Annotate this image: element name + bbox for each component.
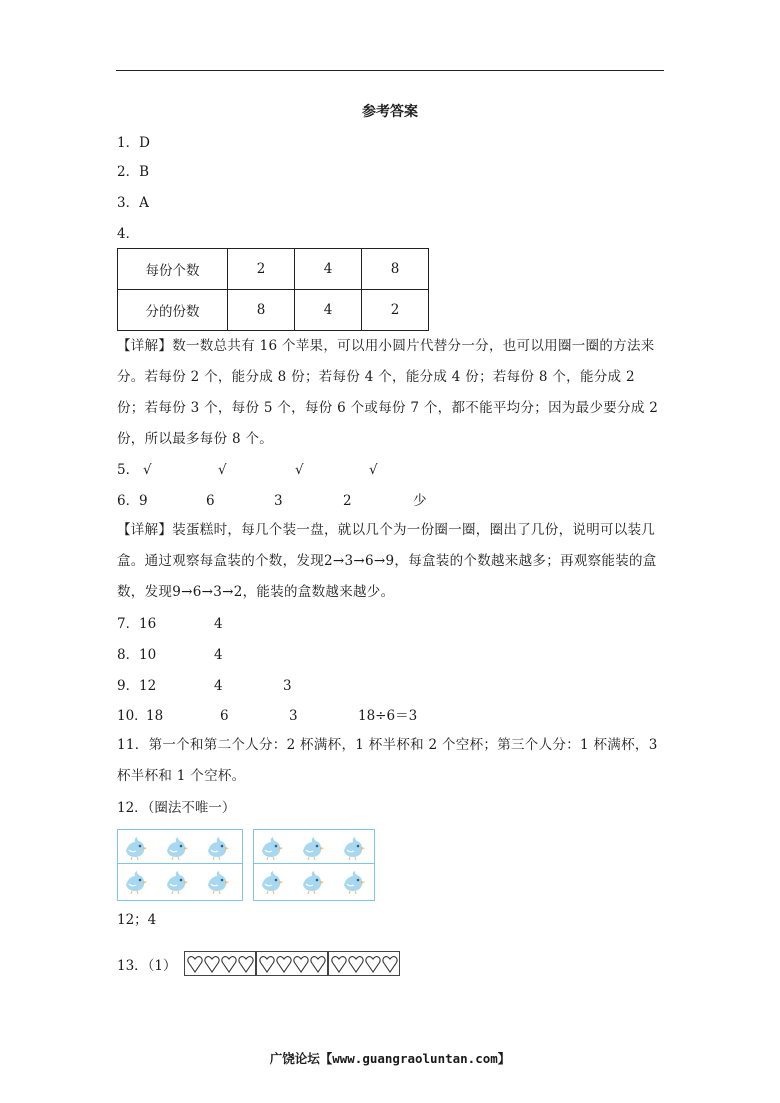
answer-number: 8．	[117, 647, 140, 663]
table-row	[118, 249, 429, 290]
chick-icon	[163, 834, 189, 860]
chick-icon	[340, 868, 366, 894]
answer-number: 7．	[117, 616, 140, 632]
heart-icon	[310, 954, 326, 974]
answer-item: √	[369, 462, 378, 478]
answer-item: 3	[274, 493, 283, 509]
footer	[0, 1049, 780, 1067]
table-cell: 4	[295, 249, 362, 290]
table-cell: 分的份数	[118, 290, 228, 331]
table-cell: 2	[228, 249, 295, 290]
heart-group	[184, 951, 256, 976]
answer-number: 5．	[117, 462, 140, 478]
answer-item: √	[143, 462, 152, 478]
table-row	[118, 290, 429, 331]
answer-2: 2．B	[117, 164, 150, 180]
table-cell: 8	[362, 249, 429, 290]
detail-4: 【详解】数一数总共有 16 个苹果，可以用小圆片代替分一分，也可以用圈一圈的方法来分。若每份 2 个，能分成 8 份；若每份 4 个，能分成 4 份；若每份 8 个，能分成 2 份；若每份 3 个，每份 5 个，每份 6 个或每份 7 个，都不能平均分；因为最少要分成 2 份，所以最多每份 8 个。	[117, 338, 659, 447]
answer-item: √	[218, 462, 227, 478]
answer-8	[117, 646, 223, 664]
answer-item: 9	[139, 493, 148, 509]
answer-item: 18÷6＝3	[358, 708, 418, 724]
footer-site: 广饶论坛	[269, 1051, 320, 1066]
table-cell: 4	[295, 290, 362, 331]
heart-icon	[238, 954, 254, 974]
answer-5	[117, 461, 378, 479]
answer-number: 6．	[117, 493, 140, 509]
chick-icon	[258, 868, 284, 894]
answer-4: 4．	[117, 226, 140, 242]
heart-icon	[187, 954, 203, 974]
answer-item: √	[295, 462, 304, 478]
answer-item: 6	[220, 708, 229, 724]
heart-icon	[276, 954, 292, 974]
heart-icon	[382, 954, 398, 974]
chick-icon	[340, 834, 366, 860]
heart-group	[328, 951, 400, 976]
heart-group	[256, 951, 328, 976]
answer-item: 少	[413, 493, 427, 509]
chick-icon	[258, 834, 284, 860]
page-title: 参考答案	[362, 104, 418, 120]
heart-icon	[293, 954, 309, 974]
answer-number: 10．	[117, 708, 148, 724]
answer-10	[117, 707, 418, 725]
answer-13: 13．（1）	[117, 958, 177, 974]
answer-1: 1．D	[117, 135, 150, 151]
answer-table	[117, 248, 429, 331]
answer-11: 11．第一个和第二个人分：2 杯满杯，1 杯半杯和 2 个空杯；第三个人分：1 杯满杯，3 杯半杯和 1 个空杯。	[117, 737, 658, 784]
box-divider	[117, 863, 243, 864]
box-divider	[253, 863, 375, 864]
chick-icon	[204, 834, 230, 860]
answer-item: 4	[214, 616, 223, 632]
header-rule	[116, 70, 664, 71]
answer-item: 6	[206, 493, 215, 509]
heart-icon	[204, 954, 220, 974]
chick-icon	[122, 868, 148, 894]
detail-6: 【详解】装蛋糕时，每几个装一盘，就以几个为一份圈一圈，圈出了几份，说明可以装几盒。通过观察每盒装的个数，发现2→3→6→9，每盒装的个数越来越多；再观察能装的盒数，发现9→6→3→2，能装的盒数越来越少。	[117, 522, 657, 600]
answer-item: 4	[214, 647, 223, 663]
heart-groups	[184, 951, 400, 976]
heart-icon	[331, 954, 347, 974]
answer-item: 4	[214, 678, 223, 694]
answer-6	[117, 492, 427, 510]
answer-number: 9．	[117, 678, 140, 694]
answer-item: 3	[283, 678, 292, 694]
answer-12-ratio: 12；4	[117, 912, 157, 928]
table-cell: 每份个数	[118, 249, 228, 290]
answer-7	[117, 615, 223, 633]
answer-item: 2	[343, 493, 352, 509]
answer-item: 3	[289, 708, 298, 724]
answer-12: 12．（圈法不唯一）	[117, 800, 236, 816]
heart-icon	[365, 954, 381, 974]
answer-item: 16	[139, 616, 157, 632]
heart-icon	[348, 954, 364, 974]
chick-icon	[204, 868, 230, 894]
answer-9	[117, 677, 292, 695]
answer-item: 18	[146, 708, 164, 724]
answer-item: 10	[139, 647, 157, 663]
chick-icon	[299, 834, 325, 860]
footer-url: 【www.guangraoluntan.com】	[319, 1051, 511, 1066]
answer-3: 3．A	[117, 195, 149, 211]
chick-icon	[122, 834, 148, 860]
heart-icon	[259, 954, 275, 974]
chick-icon	[299, 868, 325, 894]
table-cell: 8	[228, 290, 295, 331]
heart-icon	[221, 954, 237, 974]
chick-icon	[163, 868, 189, 894]
table-cell: 2	[362, 290, 429, 331]
answer-item: 12	[139, 678, 157, 694]
